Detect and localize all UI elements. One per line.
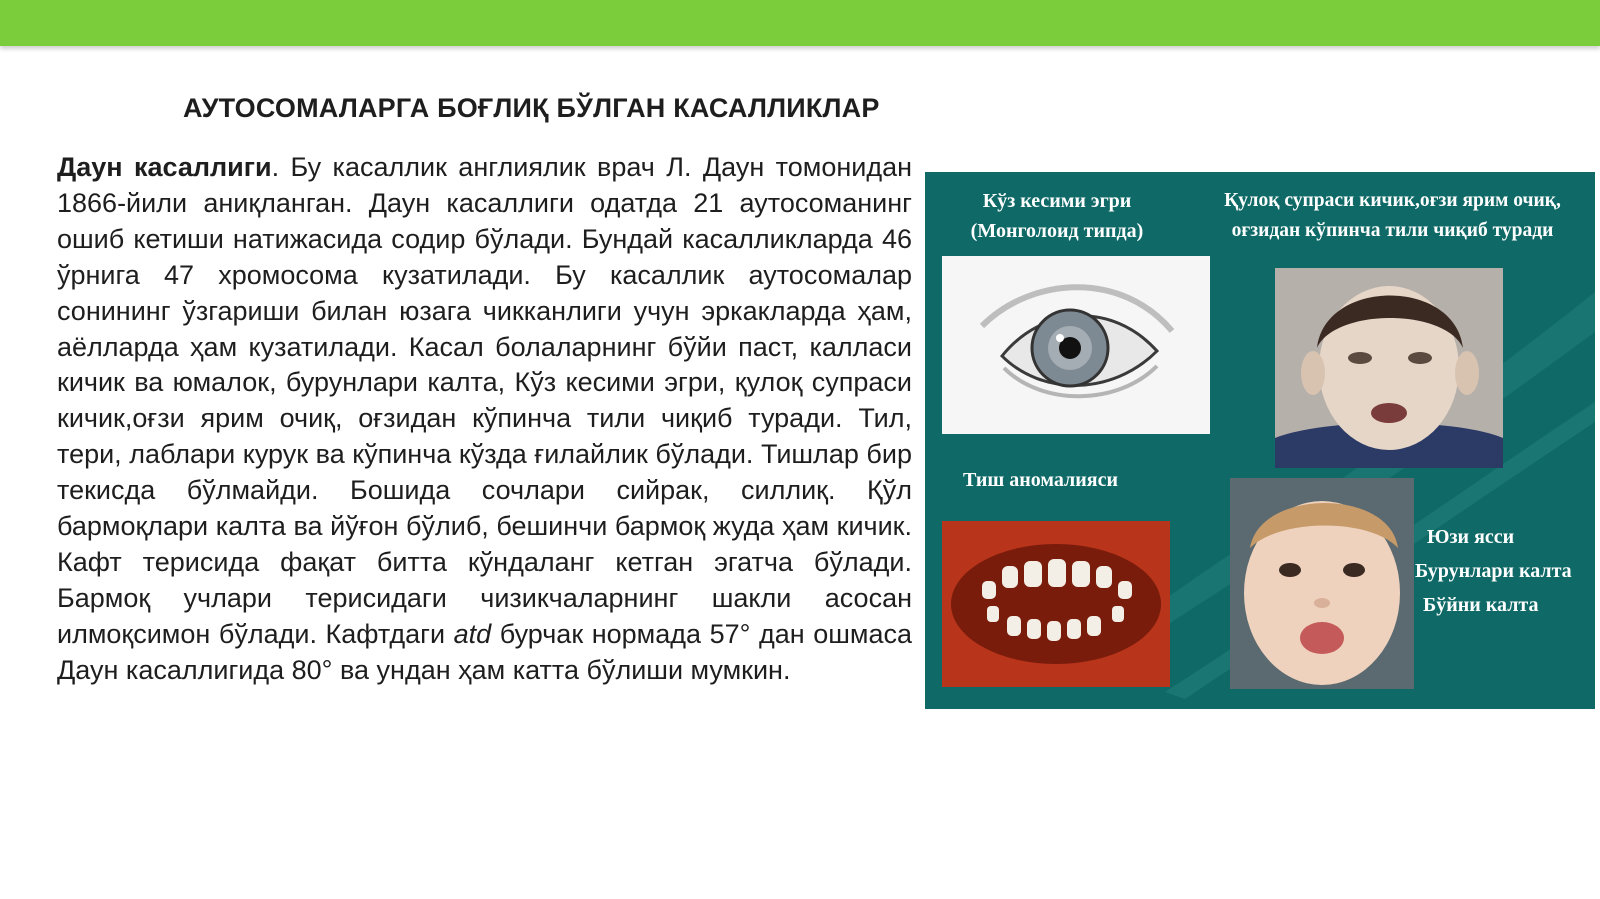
eye-drawing (942, 256, 1210, 434)
slide-title: АУТОСОМАЛАРГА БОҒЛИҚ БЎЛГАН КАСАЛЛИКЛАР (183, 93, 880, 123)
eye-caption (937, 186, 1177, 246)
eye-caption-line-2: (Монголоид типда) (970, 220, 1144, 242)
teeth-photo (942, 521, 1170, 687)
ear-caption-line-2: оғзидан кўпинча тили чиқиб туради (1231, 220, 1554, 241)
child-face-drawing-2 (1230, 478, 1414, 689)
body-paragraph (57, 150, 912, 689)
body-text-part-1: . Бу касаллик англиялик врач Л. Даун томонидан 1866-йили аниқланган. Даун касаллиги одатда 21 аутосоманинг ошиб кетиши натижасида содир бўлади. Бундай касалликларда 46 ўрнига 47 хромосома кузатилади. Бу касаллик аутосомалар сонининг ўзгариши билан юзага чикканлиги учун эркакларда ҳам, аёлларда ҳам кузатилади. Касал болаларнинг бўйи паст, калласи кичик ва юмалок, бурунлари калта, Кўз кесими эгри, қулоқ супраси кичик,оғзи ярим очиқ, оғзидан кўпинча тили чиқиб туради. Тил, тери, лаблари курук ва кўпинча кўзда ғилайлик бўлади. Тишлар бир текисда бўлмайди. Бошида сочлари сийрак, силлиқ. Қўл бармоқлари калта ва йўғон бўлиб, бешинчи бармоқ жуда ҳам кичик. Кафт терисида фақат битта кўндаланг кетган эгатча бўлади. Бармоқ учлари терисидаги чизикчаларнинг шакли асосан илмоқсимон бўлади. Кафтдаги (57, 152, 913, 649)
ear-caption (1195, 186, 1590, 246)
top-accent-bar (0, 0, 1600, 46)
lead-term: Даун касаллиги (57, 152, 272, 182)
eye-illustration (942, 256, 1210, 434)
child-face-photo-2 (1230, 478, 1414, 689)
child-face-drawing-1 (1275, 268, 1503, 468)
teeth-caption: Тиш аномалияси (963, 469, 1119, 491)
child-face-photo-1 (1275, 268, 1503, 468)
teeth-drawing (942, 521, 1170, 687)
eye-caption-line-1: Кўз кесими эгри (982, 190, 1132, 212)
face-caption (1415, 520, 1572, 622)
face-caption-line-1: Юзи ясси (1427, 526, 1515, 548)
atd-term: atd (453, 618, 492, 649)
symptoms-figure (925, 172, 1595, 709)
face-caption-line-3: Бўйни калта (1423, 594, 1539, 616)
ear-caption-line-1: Қулоқ супраси кичик,оғзи ярим очиқ, (1224, 190, 1561, 211)
face-caption-line-2: Бурунлари калта (1415, 560, 1572, 582)
body-text-part-2: бурчак нормада 57° дан ошмаса Даун касаллигида 80° ва ундан ҳам катта бўлиши мумкин. (57, 618, 912, 685)
